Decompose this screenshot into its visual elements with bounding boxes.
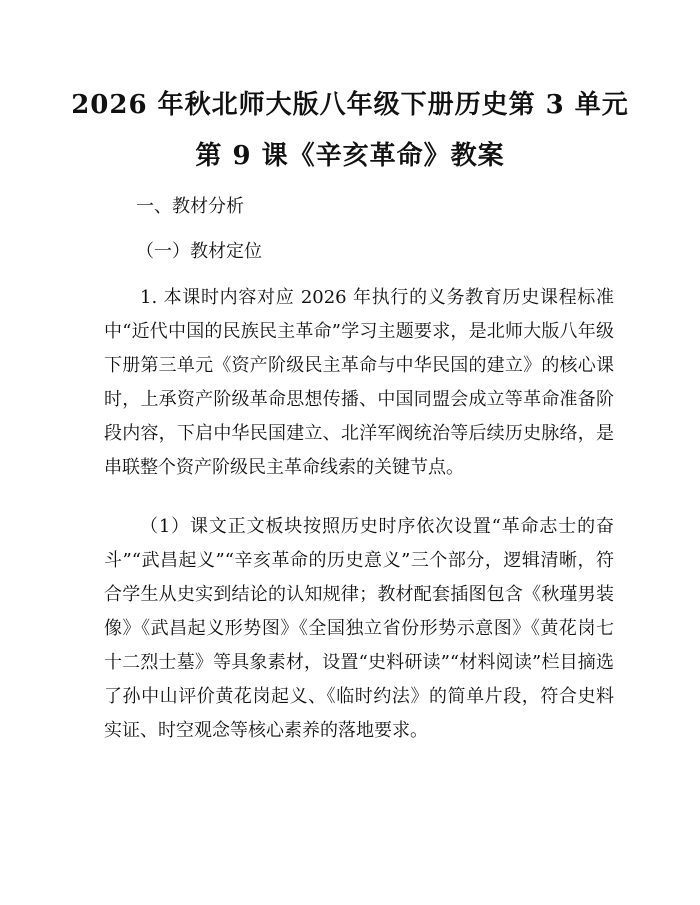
section-heading: 一、教材分析: [136, 196, 244, 217]
subsection-heading: （一）教材定位: [136, 241, 262, 262]
paragraph-textbook-structure: （1）课文正文板块按照历史时序依次设置“革命志士的奋斗”“武昌起义”“辛亥革命的历史意义”三个部分，逻辑清晰，符合学生从史实到结论的认知规律；教材配套插图包含《秋瑾男装像》《武昌起义形势图》《全国独立省份形势示意图》《黄花岗七十二烈士墓》等具象素材，设置“史料研读”“材料阅读”栏目摘选了孙中山评价黄花岗起义、《临时约法》的简单片段，符合史料实证、时空观念等核心素养的落地要求。: [104, 516, 614, 741]
document-title-line-1: 2026 年秋北师大版八年级下册历史第 3 单元: [71, 90, 629, 120]
document-title-line-2: 第 9 课《辛亥革命》教案: [195, 141, 505, 171]
paragraph-course-position: 1. 本课时内容对应 2026 年执行的义务教育历史课程标准中“近代中国的民族民主革命”学习主题要求，是北师大版八年级下册第三单元《资产阶级民主革命与中华民国的建立》的核心课时，上承资产阶级革命思想传播、中国同盟会成立等革命准备阶段内容，下启中华民国建立、北洋军阀统治等后续历史脉络，是串联整个资产阶级民主革命线索的关键节点。: [104, 287, 614, 478]
